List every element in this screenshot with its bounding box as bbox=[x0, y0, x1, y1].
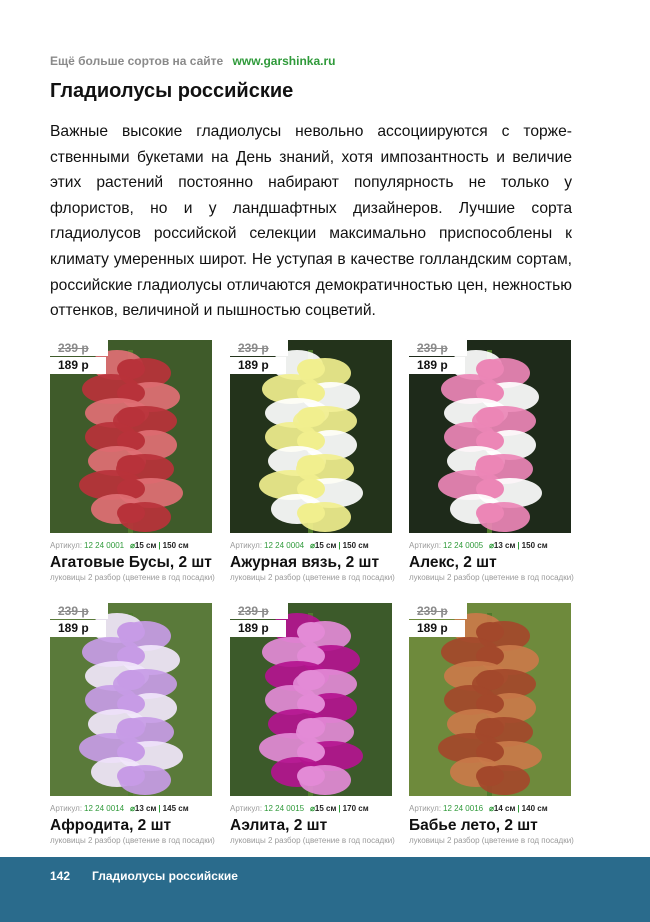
old-price: 239 р bbox=[230, 603, 288, 619]
diameter-value: 13 см bbox=[134, 804, 157, 813]
product-meta bbox=[230, 804, 400, 814]
article-label: Артикул: bbox=[50, 541, 83, 550]
diameter-value: 15 см bbox=[134, 541, 157, 550]
separator: | bbox=[517, 541, 520, 550]
intro-paragraph: Важные высокие гладиолусы невольно ассоциируются с торжественными букетами на День знаний, хотя импозантность и величие этих растений постоянно набирают популярность не только у флористов, но и у ландшафтных дизайнеров. Лучшие сорта гладиолусов российской селекции максимально приспособлены к климату умеренных широт. Не уступая в качестве голландским сортам, российские гладиолусы отличаются демократичностью цен, нежностью оттенков, величиной и пышностью соцветий. bbox=[50, 123, 572, 320]
product-card[interactable] bbox=[50, 340, 215, 582]
product-note: луковицы 2 разбор (цветение в год посадки) bbox=[230, 573, 395, 582]
product-card[interactable] bbox=[409, 340, 574, 582]
product-card[interactable] bbox=[50, 603, 215, 845]
site-promo bbox=[50, 54, 335, 68]
article-code: 12 24 0016 bbox=[443, 804, 484, 813]
old-price: 239 р bbox=[409, 603, 467, 619]
plant-height: 150 см bbox=[342, 541, 369, 550]
diameter-icon: ⌀ bbox=[130, 804, 135, 813]
diameter-icon: ⌀ bbox=[310, 541, 315, 550]
footer-section-title: Гладиолусы российские bbox=[92, 869, 238, 883]
product-note: луковицы 2 разбор (цветение в год посадки) bbox=[409, 836, 574, 845]
bulb-diameter bbox=[130, 804, 156, 813]
product-card[interactable] bbox=[409, 603, 574, 845]
plant-height: 150 см bbox=[521, 541, 548, 550]
separator: | bbox=[338, 804, 341, 813]
new-price: 189 р bbox=[50, 620, 106, 637]
old-price: 239 р bbox=[409, 340, 467, 356]
new-price: 189 р bbox=[230, 357, 286, 374]
product-note: луковицы 2 разбор (цветение в год посадки) bbox=[50, 573, 215, 582]
old-price: 239 р bbox=[230, 340, 288, 356]
separator: | bbox=[338, 541, 341, 550]
separator: | bbox=[158, 804, 161, 813]
product-name: Аэлита, 2 шт bbox=[230, 817, 328, 834]
product-meta bbox=[409, 804, 579, 814]
separator: | bbox=[158, 541, 161, 550]
bulb-diameter bbox=[310, 804, 336, 813]
bulb-diameter bbox=[310, 541, 336, 550]
site-link[interactable]: www.garshinka.ru bbox=[232, 54, 336, 68]
new-price: 189 р bbox=[230, 620, 286, 637]
more-sorts-text: Ещё больше сортов на сайте bbox=[50, 54, 224, 68]
article-code: 12 24 0004 bbox=[264, 541, 305, 550]
product-meta bbox=[230, 541, 400, 551]
article-code: 12 24 0005 bbox=[443, 541, 484, 550]
article-label: Артикул: bbox=[409, 541, 442, 550]
page-number: 142 bbox=[50, 869, 71, 883]
product-name: Бабье лето, 2 шт bbox=[409, 817, 538, 834]
product-note: луковицы 2 разбор (цветение в год посадки) bbox=[230, 836, 395, 845]
page-footer bbox=[0, 857, 650, 922]
diameter-value: 14 см bbox=[493, 804, 516, 813]
article-code: 12 24 0015 bbox=[264, 804, 305, 813]
article-label: Артикул: bbox=[50, 804, 83, 813]
bulb-diameter bbox=[130, 541, 156, 550]
diameter-value: 13 см bbox=[493, 541, 516, 550]
product-meta bbox=[50, 804, 220, 814]
article-label: Артикул: bbox=[409, 804, 442, 813]
diameter-icon: ⌀ bbox=[489, 804, 494, 813]
plant-height: 170 см bbox=[342, 804, 369, 813]
article-label: Артикул: bbox=[230, 804, 263, 813]
article-code: 12 24 0001 bbox=[84, 541, 125, 550]
product-card[interactable] bbox=[230, 603, 395, 845]
product-note: луковицы 2 разбор (цветение в год посадки) bbox=[50, 836, 215, 845]
product-name: Агатовые Бусы, 2 шт bbox=[50, 554, 212, 571]
plant-height: 140 см bbox=[521, 804, 548, 813]
plant-height: 145 см bbox=[162, 804, 189, 813]
old-price: 239 р bbox=[50, 603, 108, 619]
page-title: Гладиолусы российские bbox=[50, 80, 294, 102]
diameter-value: 15 см bbox=[314, 541, 337, 550]
product-card[interactable] bbox=[230, 340, 395, 582]
product-name: Афродита, 2 шт bbox=[50, 817, 172, 834]
article-code: 12 24 0014 bbox=[84, 804, 125, 813]
product-name: Алекс, 2 шт bbox=[409, 554, 497, 571]
product-note: луковицы 2 разбор (цветение в год посадки) bbox=[409, 573, 574, 582]
article-label: Артикул: bbox=[230, 541, 263, 550]
diameter-icon: ⌀ bbox=[489, 541, 494, 550]
product-meta bbox=[409, 541, 579, 551]
diameter-icon: ⌀ bbox=[310, 804, 315, 813]
plant-height: 150 см bbox=[162, 541, 189, 550]
new-price: 189 р bbox=[409, 357, 465, 374]
old-price: 239 р bbox=[50, 340, 108, 356]
bulb-diameter bbox=[489, 541, 515, 550]
separator: | bbox=[517, 804, 520, 813]
bulb-diameter bbox=[489, 804, 515, 813]
product-name: Ажурная вязь, 2 шт bbox=[230, 554, 380, 571]
new-price: 189 р bbox=[409, 620, 465, 637]
product-meta bbox=[50, 541, 220, 551]
diameter-icon: ⌀ bbox=[130, 541, 135, 550]
diameter-value: 15 см bbox=[314, 804, 337, 813]
new-price: 189 р bbox=[50, 357, 106, 374]
